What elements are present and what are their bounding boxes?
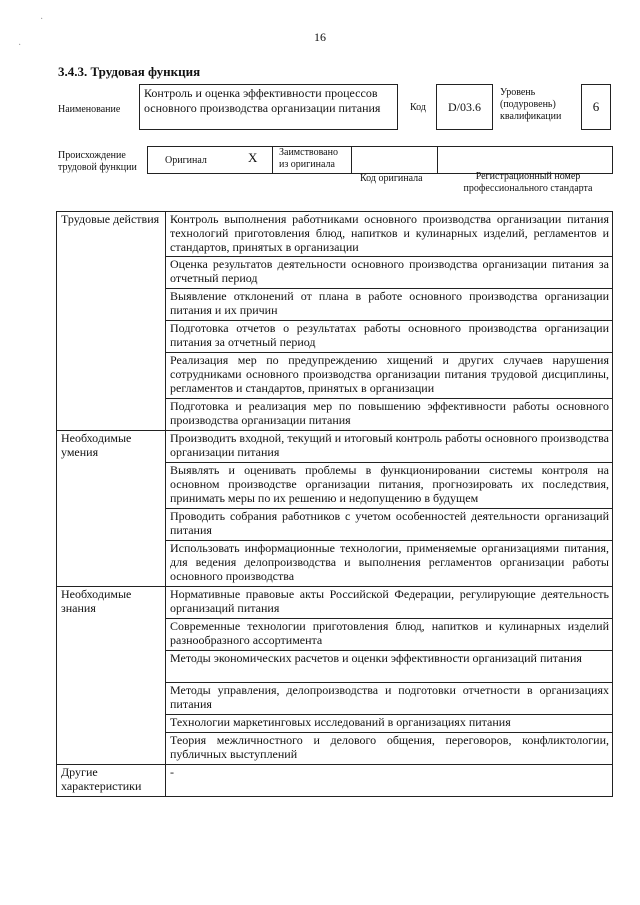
table-row (57, 765, 613, 797)
table-cell: Использовать информационные технологии, применяемые организациями питания, для ведения делопроизводства и выполнения регламентов организации работы основного производства (166, 541, 613, 587)
row-label: Трудовые действия (57, 212, 166, 431)
table-row (57, 212, 613, 257)
divider (437, 146, 438, 174)
table-cell: Выявление отклонений от плана в работе основного производства организации питания и их причин (166, 289, 613, 321)
row-label: Необходимые знания (57, 587, 166, 765)
table-cell: Теория межличностного и делового общения, переговоров, конфликтологии, публичных выступлений (166, 733, 613, 765)
table-cell: Подготовка отчетов о результатах работы основного производства организации питания за отчетный период (166, 321, 613, 353)
row-label: Другие характеристики (57, 765, 166, 797)
code-value: D/03.6 (448, 99, 481, 114)
code-label: Код (410, 102, 426, 113)
code-value-box (436, 84, 493, 130)
code-original-caption: Код оригинала (360, 173, 423, 184)
name-label: Наименование (58, 104, 121, 115)
scan-speck: · (18, 40, 22, 51)
name-value-box (139, 84, 398, 130)
section-title: 3.4.3. Трудовая функция (58, 64, 201, 79)
table-cell: Технологии маркетинговых исследований в организациях питания (166, 715, 613, 733)
divider (272, 146, 273, 174)
table-cell: - (166, 765, 613, 797)
level-value: 6 (592, 99, 600, 114)
scan-speck: · (40, 14, 44, 25)
table-cell: Реализация мер по предупреждению хищений и других случаев нарушения сотрудниками основного производства организации питания трудовой дисциплины, регламентов и стандартов, принятых в организации (166, 353, 613, 399)
row-label: Необходимые умения (57, 431, 166, 587)
page-number: 16 (314, 30, 326, 44)
table-cell: Методы экономических расчетов и оценки эффективности организаций питания (166, 651, 613, 683)
table-cell: Проводить собрания работников с учетом особенностей деятельности организаций питания (166, 509, 613, 541)
table-cell: Контроль выполнения работниками основного производства организации питания технологий приготовления блюд, напитков и кулинарных изделий, регламентов и стандартов, принятых в организации (166, 212, 613, 257)
origin-label: Происхождение трудовой функции (58, 150, 137, 173)
table-cell: Выявлять и оценивать проблемы в функционировании системы контроля на основном производстве организации питания, прогнозировать их последствия, принимать меры по их решению и недопущению в будущем (166, 463, 613, 509)
borrowed-label: Заимствовано из оригинала (279, 147, 338, 170)
table-cell: Производить входной, текущий и итоговый контроль работы основного производства организации питания (166, 431, 613, 463)
table-cell: Методы управления, делопроизводства и подготовки отчетности в организациях питания (166, 683, 613, 715)
level-label: Уровень (подуровень) квалификации (500, 87, 562, 122)
table-row (57, 431, 613, 463)
divider (351, 146, 352, 174)
origin-box (147, 146, 613, 174)
table-cell: Нормативные правовые акты Российской Федерации, регулирующие деятельность организаций питания (166, 587, 613, 619)
original-mark: X (248, 150, 258, 165)
reg-number-caption: Регистрационный номер профессионального стандарта (463, 171, 593, 194)
original-label: Оригинал (165, 155, 207, 166)
table-cell: Современные технологии приготовления блюд, напитков и кулинарных изделий разнообразного ассортимента (166, 619, 613, 651)
function-name: Контроль и оценка эффективности процессов основного производства организации питания (144, 86, 381, 115)
function-table (56, 211, 613, 797)
table-row (57, 587, 613, 619)
table-cell: Подготовка и реализация мер по повышению эффективности работы основного производства организации питания (166, 399, 613, 431)
table-cell: Оценка результатов деятельности основного производства организации питания за отчетный период (166, 257, 613, 289)
level-value-box (581, 84, 611, 130)
